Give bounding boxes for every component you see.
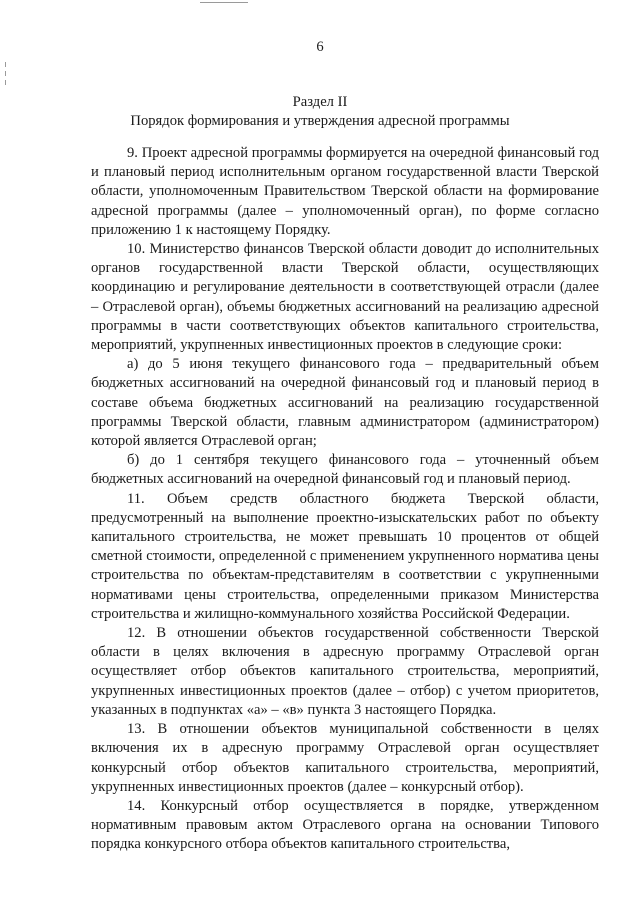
top-rule [200,2,248,3]
section-title: Раздел II [292,94,348,110]
paragraph-9: 9. Проект адресной программы формируется на очередной финансовый год и плановый период исполнительным органом государственной власти Тверской области, уполномоченным Правительством Тверской области на формирование адресной программы (далее – уполномоченный орган), по форме согласно приложению 1 к настоящему Порядку. [91,145,599,238]
paragraph-12: 12. В отношении объектов государственной собственности Тверской области в целях включения в адресную программу Отраслевой орган осуществляет отбор объектов капитального строительства, мероприятий, укрупненных инвестиционных проектов (далее – отбор) с учетом приоритетов, указанных в подпунктах «а» – «в» пункта 3 настоящего Порядка. [91,625,599,718]
binding-margin-marks [4,58,7,89]
margin-tick [5,80,6,85]
paragraph-13: 13. В отношении объектов муниципальной собственности в целях включения их в адресную программу Отраслевой орган осуществляет конкурсный отбор объектов капитального строительства, мероприятий, укрупненных инвестиционных проектов (далее – конкурсный отбор). [91,721,599,795]
page-number: 6 [316,39,324,55]
paragraph-10-a: а) до 5 июня текущего финансового года – предварительный объем бюджетных ассигнований на очередной финансовый год и плановый период в составе объема бюджетных ассигнований на реализацию государственной программы Тверской области, главным администратором (администратором) которой является Отраслевой орган; [91,356,599,450]
section-subtitle: Порядок формирования и утверждения адресной программы [130,113,510,129]
paragraph-10: 10. Министерство финансов Тверской области доводит до исполнительных органов государственной власти Тверской области, осуществляющих координацию и регулирование деятельности в соответствующей отрасли (далее – Отраслевой орган), объемы бюджетных ассигнований на реализацию адресной программы в части соответствующих объектов капитального строительства, мероприятий, укрупненных инвестиционных проектов в следующие сроки: [91,241,599,354]
document-body [91,144,599,855]
paragraph-10-b: б) до 1 сентября текущего финансового года – уточненный объем бюджетных ассигнований на очередной финансовый год и плановый период. [91,452,599,488]
margin-tick [5,62,6,67]
paragraph-11: 11. Объем средств областного бюджета Тверской области, предусмотренный на выполнение проектно-изыскательских работ по объекту капитального строительства, не может превышать 10 процентов от общей сметной стоимости, определенной с применением укрупненного норматива цены строительства по объектам-представителям в соответствии с укрупненными нормативами цены строительства, определенными приказом Министерства строительства и жилищно-коммунального хозяйства Российской Федерации. [91,490,599,622]
paragraph-14: 14. Конкурсный отбор осуществляется в порядке, утвержденном нормативным правовым актом Отраслевого органа на основании Типового порядка конкурсного отбора объектов капитального строительства, [91,797,599,853]
margin-tick [5,71,6,76]
